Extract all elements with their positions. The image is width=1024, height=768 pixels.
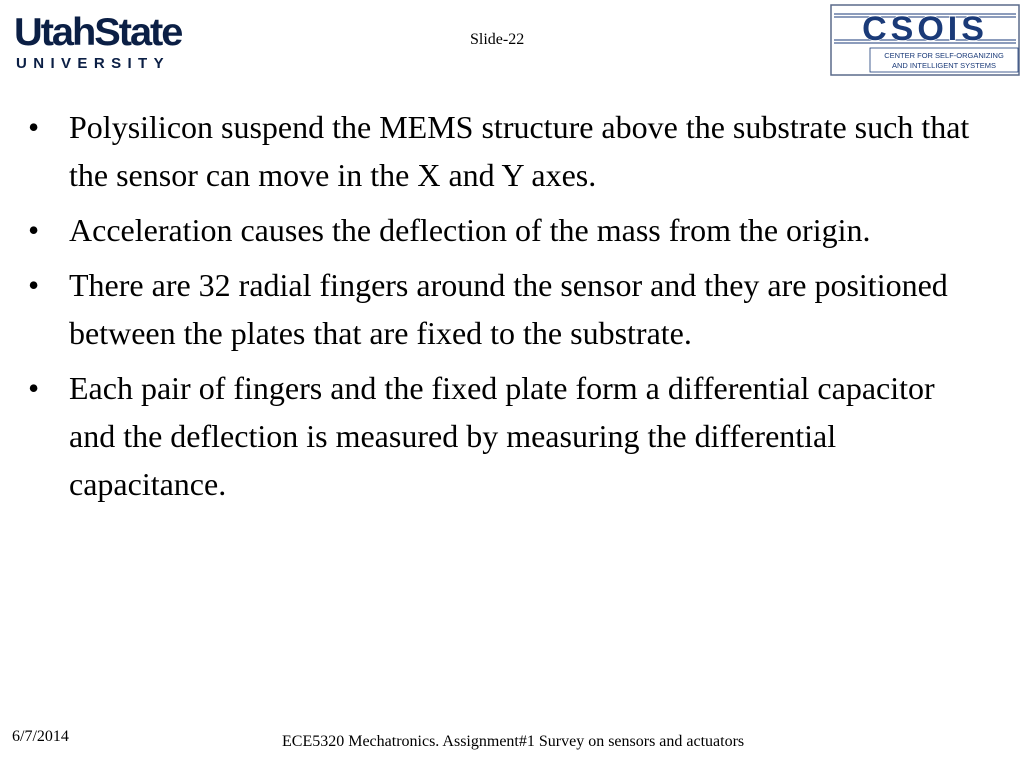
bullet-item [28, 364, 978, 508]
usu-logo-wordmark: UtahState [14, 11, 182, 54]
bullet-glyph: • [28, 370, 40, 406]
footer-title: ECE5320 Mechatronics. Assignment#1 Survey on sensors and actuators [282, 733, 745, 750]
slide-number: Slide-22 [470, 31, 525, 48]
footer-date: 6/7/2014 [12, 728, 69, 745]
bullet-item [28, 261, 978, 357]
bullet-text: Each pair of fingers and the fixed plate form a differential capacitor and the deflection is measured by measuring the differential capacitance. [69, 370, 935, 502]
csois-logo-line2: AND INTELLIGENT SYSTEMS [891, 61, 997, 70]
csois-logo-graphic [830, 4, 1020, 76]
bullet-glyph: • [28, 267, 40, 303]
csois-logo [830, 4, 1020, 76]
bullet-text: Acceleration causes the deflection of the mass from the origin. [69, 212, 871, 248]
csois-logo-wordmark: CSOIS [862, 10, 988, 48]
bullet-text: There are 32 radial fingers around the sensor and they are positioned between the plates that are fixed to the substrate. [69, 267, 948, 351]
usu-logo-subtitle: UNIVERSITY [16, 55, 171, 72]
bullet-glyph: • [28, 109, 40, 145]
bullet-list [28, 103, 978, 515]
bullet-item [28, 206, 978, 254]
bullet-item [28, 103, 978, 199]
bullet-glyph: • [28, 212, 40, 248]
bullet-text: Polysilicon suspend the MEMS structure above the substrate such that the sensor can move in the X and Y axes. [69, 109, 970, 193]
csois-logo-line1: CENTER FOR SELF-ORGANIZING [884, 51, 1004, 60]
utah-state-university-logo [14, 10, 200, 72]
